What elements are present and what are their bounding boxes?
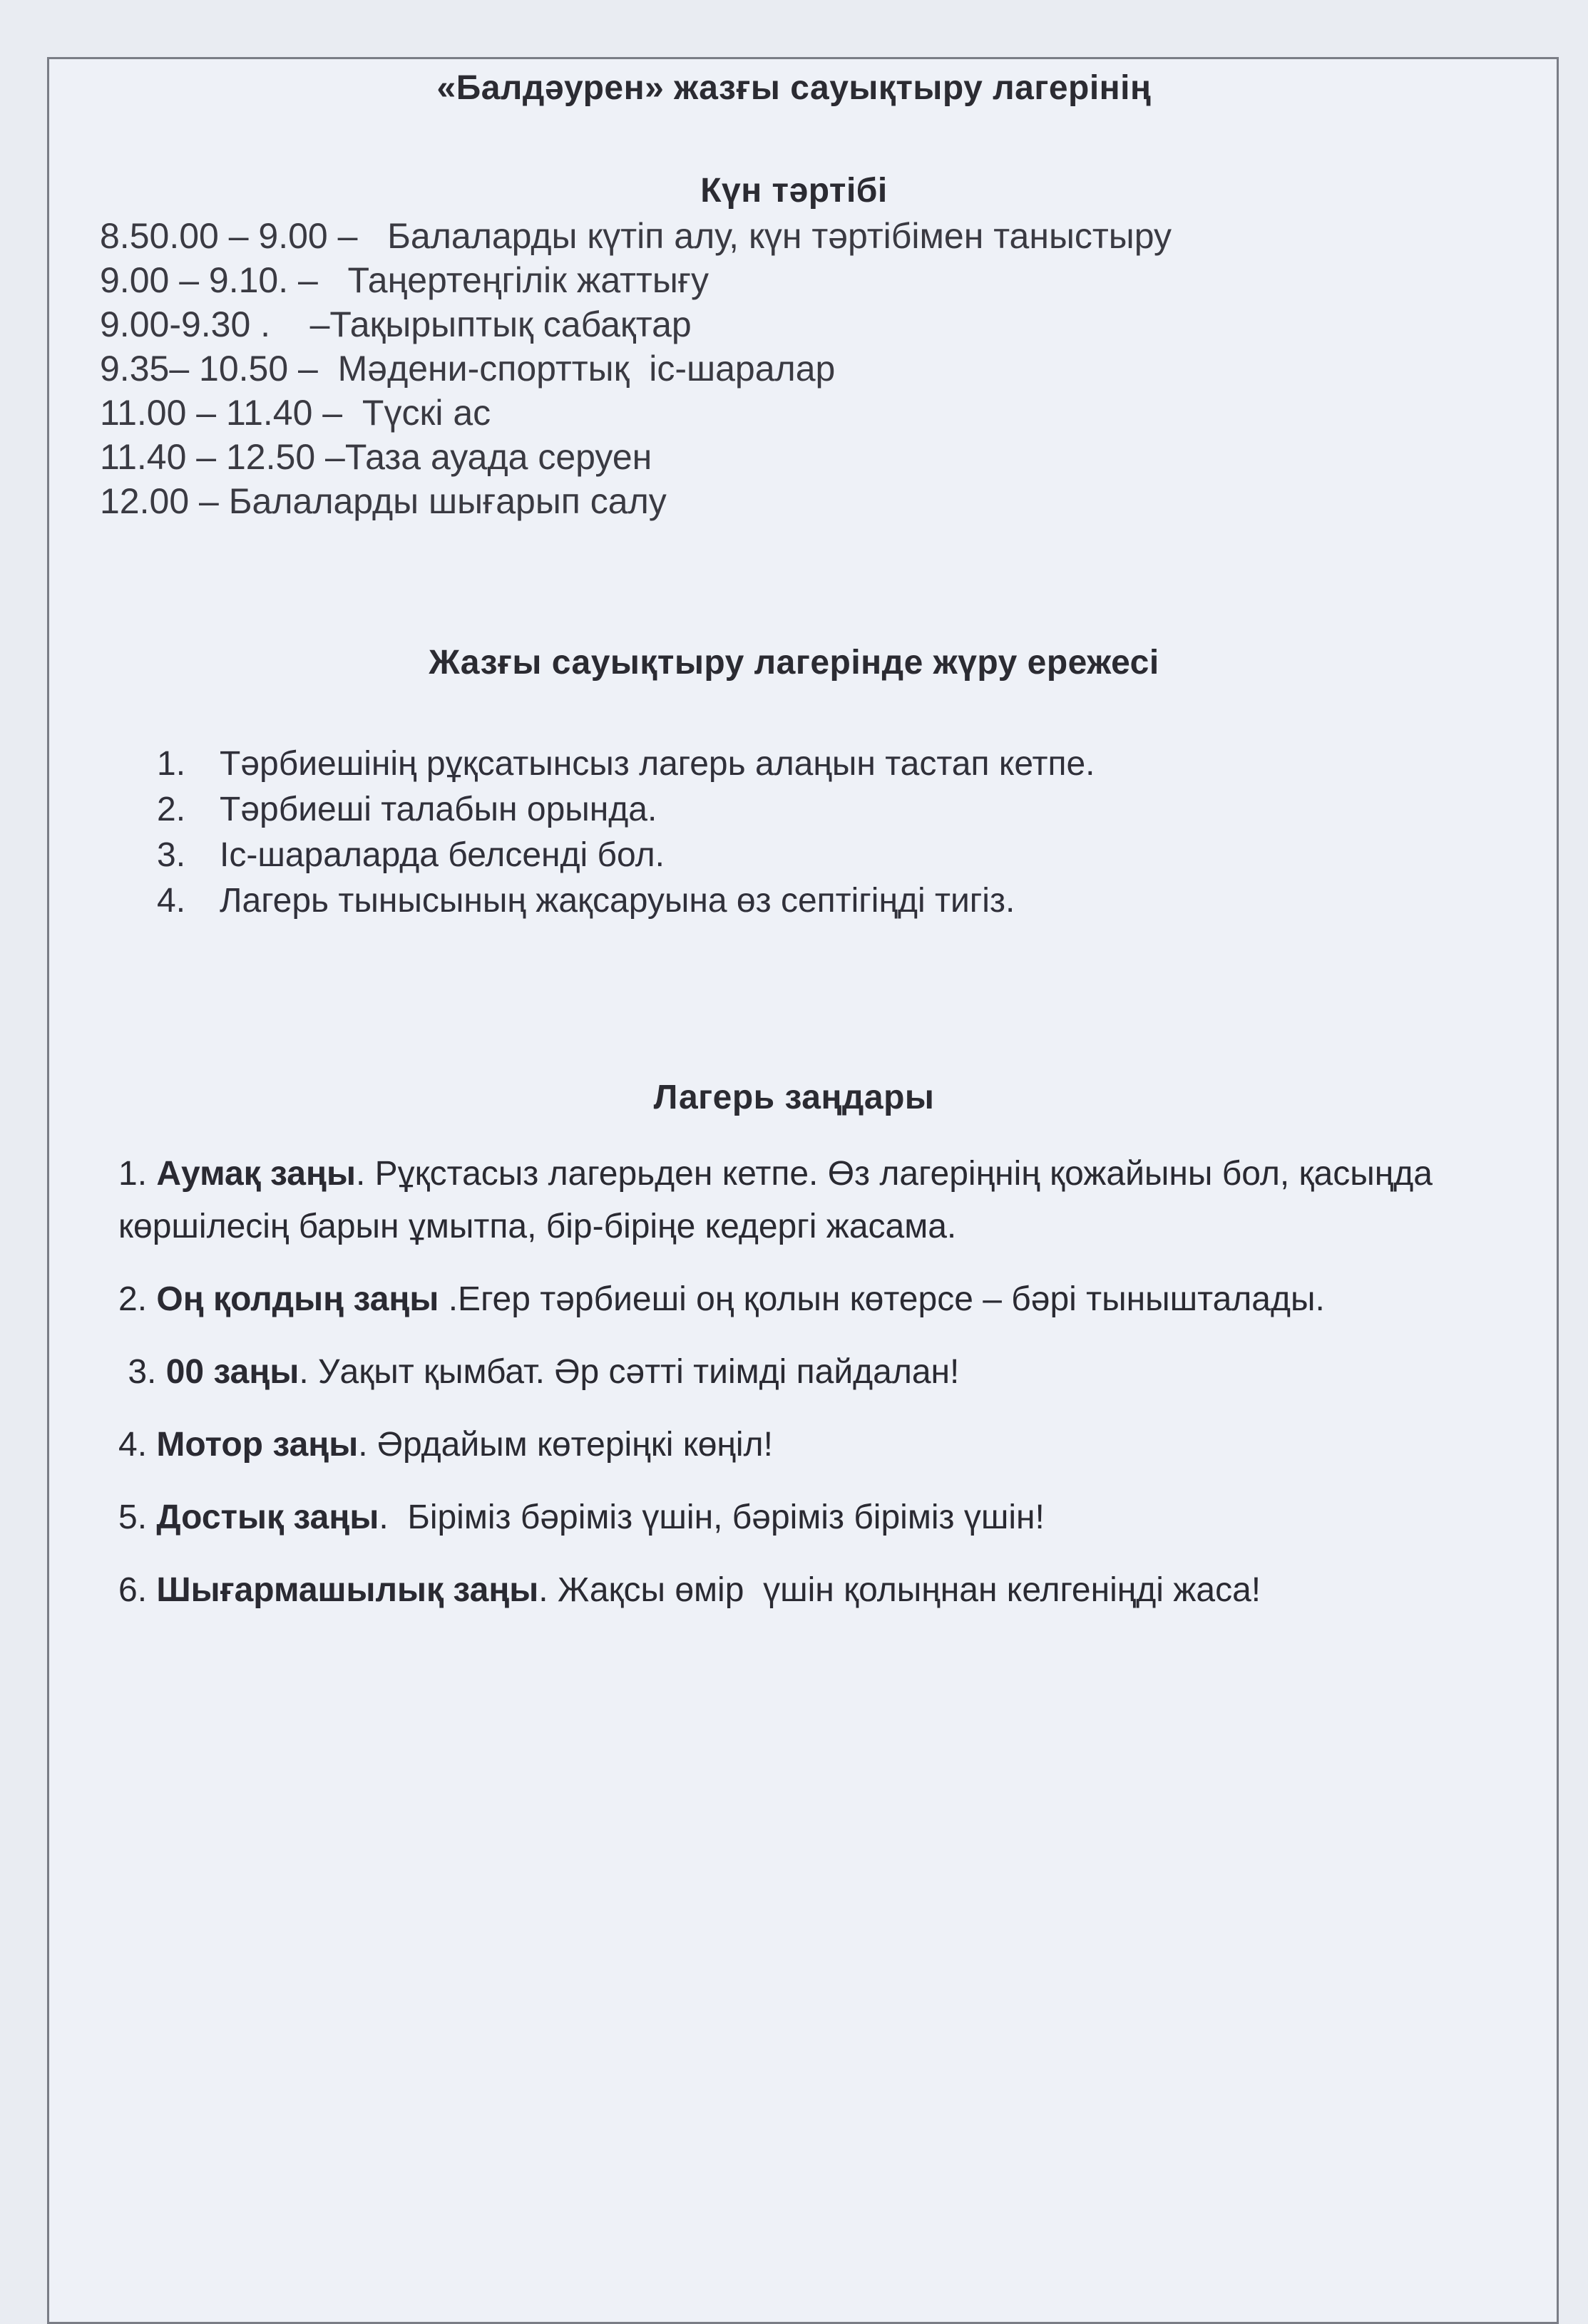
law-item	[118, 1346, 1459, 1399]
law-number: 6.	[118, 1571, 157, 1609]
rule-item	[157, 833, 1095, 878]
law-text: . Біріміз бәріміз үшін, бәріміз біріміз үшін!	[379, 1498, 1045, 1536]
laws-list	[118, 1148, 1459, 1637]
law-name: Аумақ заңы	[156, 1155, 356, 1193]
law-number: 5.	[118, 1498, 157, 1536]
law-number: 4.	[118, 1426, 157, 1464]
schedule-item: 9.35– 10.50 – Мәдени-спорттық іс-шаралар	[100, 349, 836, 389]
law-number: 3.	[118, 1353, 166, 1391]
law-name: Мотор заңы	[156, 1426, 359, 1464]
law-name: Достық заңы	[156, 1498, 379, 1536]
schedule-item: 11.40 – 12.50 –Таза ауада серуен	[100, 437, 652, 477]
rules-title: Жазғы сауықтыру лагерінде жүру ережесі	[429, 644, 1159, 682]
rule-text: Тәрбиеші талабын орында.	[220, 791, 657, 828]
rule-item	[157, 787, 1095, 833]
rule-number: 2.	[157, 791, 186, 828]
rule-item	[157, 741, 1095, 787]
schedule-list	[100, 214, 1172, 523]
law-name: Оң қолдың заңы	[156, 1280, 439, 1318]
rule-item	[157, 878, 1095, 924]
schedule-item: 11.00 – 11.40 – Түскі ас	[100, 393, 491, 433]
law-text: .Егер тәрбиеші оң қолын көтерсе – бәрі тынышталады.	[439, 1280, 1325, 1318]
schedule-title: Күн тәртібі	[700, 172, 888, 210]
law-item	[118, 1491, 1459, 1544]
law-item	[118, 1148, 1459, 1253]
law-item	[118, 1273, 1459, 1326]
schedule-item: 9.00 – 9.10. – Таңертеңгілік жаттығу	[100, 260, 710, 300]
law-item	[118, 1419, 1459, 1471]
law-name: Шығармашылық заңы	[156, 1571, 539, 1609]
rule-text: Лагерь тынысының жақсаруына өз септігіңді тигіз.	[220, 882, 1015, 920]
rule-text: Іс-шараларда белсенді бол.	[220, 836, 665, 874]
rule-text: Тәрбиешінің рұқсатынсыз лагерь алаңын тастап кетпе.	[220, 745, 1095, 783]
schedule-item: 8.50.00 – 9.00 – Балаларды күтіп алу, күн тәртібімен таныстыру	[100, 216, 1172, 256]
law-text: . Жақсы өмір үшін қолыңнан келгеніңді жаса!	[538, 1571, 1261, 1609]
law-name: 00 заңы	[165, 1353, 299, 1391]
law-number: 2.	[118, 1280, 157, 1318]
law-text: . Уақыт қымбат. Әр сәтті тиімді пайдалан!	[299, 1353, 960, 1391]
rule-number: 1.	[157, 745, 186, 783]
law-number: 1.	[118, 1155, 157, 1193]
schedule-item: 9.00-9.30 . –Тақырыптық сабақтар	[100, 304, 692, 344]
rule-number: 4.	[157, 882, 186, 920]
law-text: . Рұқстасыз лагерьден кетпе. Өз лагеріңнің қожайыны бол, қасыңда көршілесің барын ұмытпа, бір-біріңе кедергі жасама.	[118, 1155, 1433, 1245]
schedule-item: 12.00 – Балаларды шығарып салу	[100, 481, 667, 521]
laws-title: Лагерь заңдары	[653, 1079, 935, 1116]
rule-number: 3.	[157, 836, 186, 874]
law-item	[118, 1564, 1459, 1617]
rules-list	[157, 741, 1095, 924]
law-text: . Әрдайым көтеріңкі көңіл!	[358, 1426, 773, 1464]
main-title: «Балдәурен» жазғы сауықтыру лагерінің	[436, 69, 1152, 107]
